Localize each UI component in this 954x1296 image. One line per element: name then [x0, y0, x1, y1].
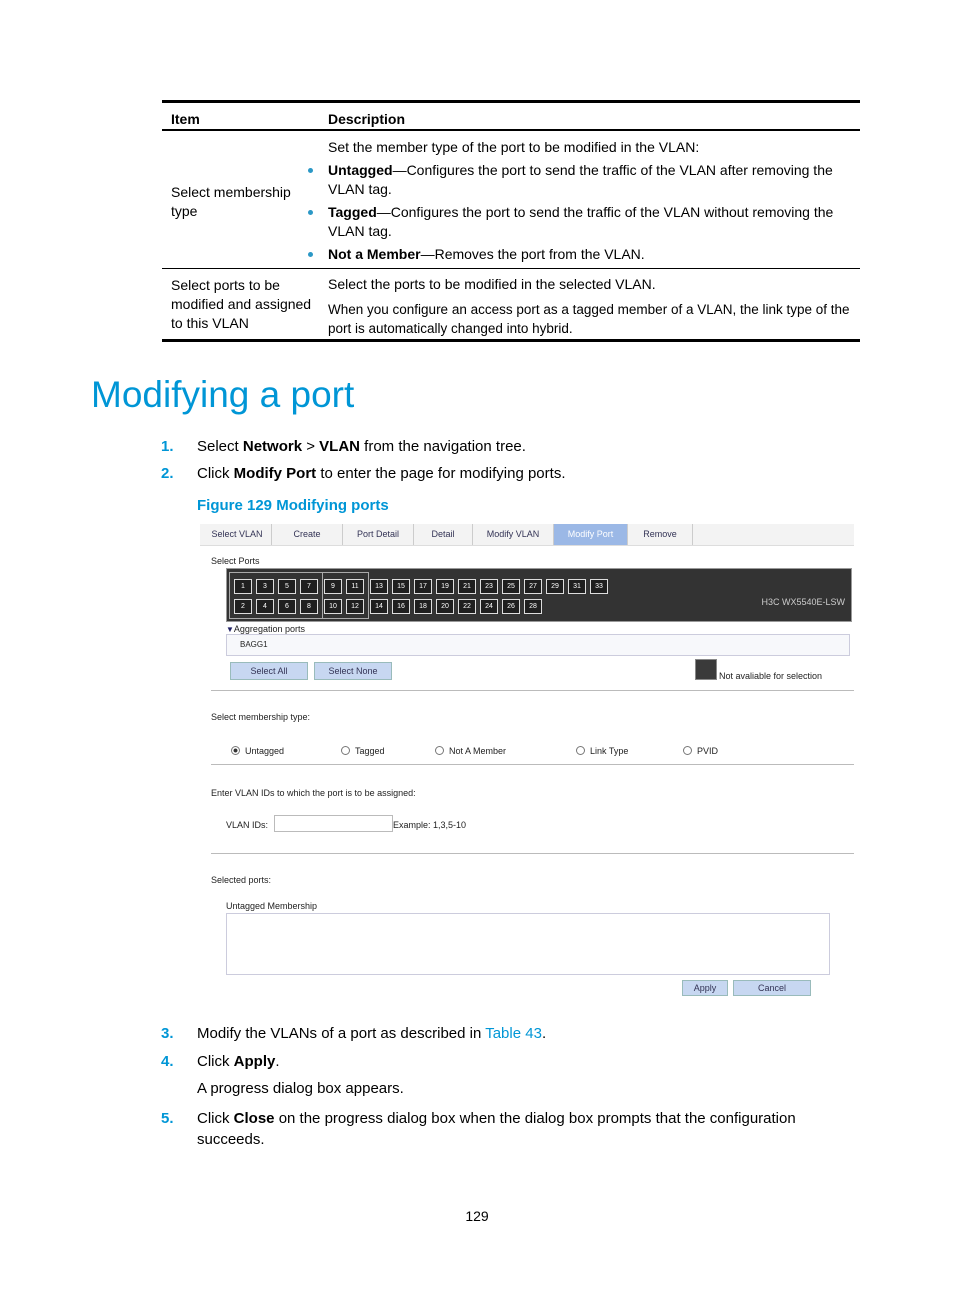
- port-12[interactable]: 12: [346, 599, 364, 614]
- row1-item: Select membership type: [171, 184, 291, 219]
- divider: [211, 764, 854, 765]
- radio-link-type[interactable]: Link Type: [576, 746, 628, 756]
- port-16[interactable]: 16: [392, 599, 410, 614]
- select-ports-label: Select Ports: [211, 556, 260, 566]
- header-description: Description: [328, 111, 406, 127]
- tab-bar: [200, 524, 854, 546]
- radio-pvid[interactable]: PVID: [683, 746, 718, 756]
- untagged-membership-box: [226, 913, 830, 975]
- port-group-bracket: [322, 572, 369, 619]
- port-18[interactable]: 18: [414, 599, 432, 614]
- table-bottom-rule: [162, 339, 860, 342]
- untagged-membership-label: Untagged Membership: [226, 901, 318, 911]
- tab-port-detail[interactable]: Port Detail: [343, 524, 414, 545]
- port-22[interactable]: 22: [458, 599, 476, 614]
- select-none-button[interactable]: Select None: [314, 662, 392, 680]
- step-3: 3. Modify the VLANs of a port as described in Table 43.: [161, 1025, 547, 1042]
- port-15[interactable]: 15: [392, 579, 410, 594]
- membership-type-label: Select membership type:: [211, 712, 311, 722]
- tab-detail[interactable]: Detail: [414, 524, 473, 545]
- port-25[interactable]: 25: [502, 579, 520, 594]
- aggregation-list: [226, 634, 850, 656]
- row2-item: Select ports to be modified and assigned to this VLAN: [171, 277, 312, 331]
- cancel-button[interactable]: Cancel: [733, 980, 811, 996]
- port-5[interactable]: 5: [278, 579, 296, 594]
- page-number: 129: [465, 1208, 489, 1224]
- port-33[interactable]: 33: [590, 579, 608, 594]
- port-7[interactable]: 7: [300, 579, 318, 594]
- modify-port-screenshot: [200, 524, 854, 998]
- step-1: 1. Select Network > VLAN from the navigation tree.: [161, 438, 526, 455]
- port-19[interactable]: 19: [436, 579, 454, 594]
- figure-caption: Figure 129 Modifying ports: [197, 497, 389, 514]
- radio-untagged[interactable]: Untagged: [231, 746, 284, 756]
- step-4-note: A progress dialog box appears.: [197, 1080, 404, 1097]
- bullet-untagged: Untagged—Configures the port to send the traffic of the VLAN after removing the VLAN tag.: [328, 161, 854, 199]
- apply-button[interactable]: Apply: [682, 980, 728, 996]
- unavailable-legend-text: Not avaliable for selection: [719, 671, 823, 681]
- row-rule: [162, 268, 860, 269]
- row2-desc1: Select the ports to be modified in the selected VLAN.: [328, 276, 656, 292]
- step-4: 4. Click Apply.: [161, 1053, 280, 1070]
- port-14[interactable]: 14: [370, 599, 388, 614]
- section-heading: Modifying a port: [91, 374, 355, 415]
- port-29[interactable]: 29: [546, 579, 564, 594]
- unavailable-legend-swatch: [695, 659, 717, 680]
- port-4[interactable]: 4: [256, 599, 274, 614]
- bullet-not-member: Not a Member—Removes the port from the VLAN.: [328, 245, 854, 264]
- port-6[interactable]: 6: [278, 599, 296, 614]
- port-13[interactable]: 13: [370, 579, 388, 594]
- radio-tagged[interactable]: Tagged: [341, 746, 385, 756]
- port-8[interactable]: 8: [300, 599, 318, 614]
- step-2: 2. Click Modify Port to enter the page for modifying ports.: [161, 465, 566, 482]
- switch-panel: [226, 568, 852, 622]
- port-17[interactable]: 17: [414, 579, 432, 594]
- vlan-ids-example: Example: 1,3,5-10: [393, 820, 467, 830]
- vlan-ids-prompt: Enter VLAN IDs to which the port is to be assigned:: [211, 788, 416, 798]
- port-27[interactable]: 27: [524, 579, 542, 594]
- port-28[interactable]: 28: [524, 599, 542, 614]
- vlan-ids-label: VLAN IDs:: [226, 820, 269, 830]
- aggregation-toggle[interactable]: ▼Aggregation ports: [226, 624, 305, 634]
- tab-modify-port[interactable]: Modify Port: [554, 524, 628, 545]
- step-5: 5. Click Close on the progress dialog box when the dialog box prompts that the configuration succeeds.: [161, 1110, 796, 1148]
- header-rule: [162, 129, 860, 131]
- port-31[interactable]: 31: [568, 579, 586, 594]
- header-item: Item: [171, 111, 200, 127]
- port-20[interactable]: 20: [436, 599, 454, 614]
- port-2[interactable]: 2: [234, 599, 252, 614]
- port-group-bracket: [229, 572, 323, 619]
- select-all-button[interactable]: Select All: [230, 662, 308, 680]
- aggregation-port-bagg1[interactable]: BAGG1: [240, 640, 268, 649]
- tab-create[interactable]: Create: [272, 524, 343, 545]
- tab-remove[interactable]: Remove: [628, 524, 693, 545]
- port-1[interactable]: 1: [234, 579, 252, 594]
- port-11[interactable]: 11: [346, 579, 364, 594]
- bullet-tagged: Tagged—Configures the port to send the traffic of the VLAN without removing the VLAN tag.: [328, 203, 854, 241]
- vlan-ids-input[interactable]: [274, 815, 393, 832]
- device-model: H3C WX5540E-LSW: [761, 597, 845, 607]
- radio-not-a-member[interactable]: Not A Member: [435, 746, 506, 756]
- port-21[interactable]: 21: [458, 579, 476, 594]
- tab-select-vlan[interactable]: Select VLAN: [203, 524, 272, 545]
- port-23[interactable]: 23: [480, 579, 498, 594]
- table-top-rule: [162, 100, 860, 103]
- tab-modify-vlan[interactable]: Modify VLAN: [473, 524, 554, 545]
- port-3[interactable]: 3: [256, 579, 274, 594]
- port-9[interactable]: 9: [324, 579, 342, 594]
- port-24[interactable]: 24: [480, 599, 498, 614]
- row2-desc2: When you configure an access port as a tagged member of a VLAN, the link type of the port is automatically changed into hybrid.: [328, 302, 850, 336]
- port-10[interactable]: 10: [324, 599, 342, 614]
- selected-ports-label: Selected ports:: [211, 875, 272, 885]
- divider: [211, 853, 854, 854]
- row1-intro: Set the member type of the port to be modified in the VLAN:: [328, 139, 700, 155]
- port-26[interactable]: 26: [502, 599, 520, 614]
- divider: [211, 690, 854, 691]
- table-43-link[interactable]: Table 43: [485, 1025, 542, 1042]
